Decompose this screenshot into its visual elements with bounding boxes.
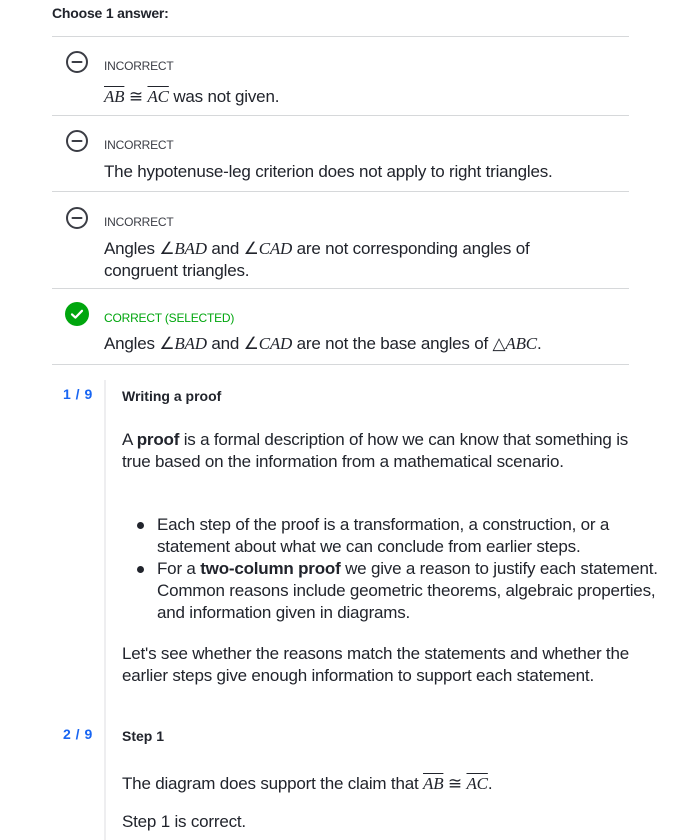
choice-text-joiner: and [211,334,240,353]
answer-choice-2[interactable] [52,116,629,192]
angle-symbol: ∠ [243,239,259,258]
step-intro-a: A [122,430,133,449]
segment-ab: $\overline{AB}$ [423,774,444,793]
bullet-item [157,514,677,558]
step-intro [122,429,642,473]
step-intro-b: is a formal description of how we can know that something is true based on the information from a mathematical scenario. [122,430,629,471]
step-rail [104,380,106,840]
step-verdict: Step 1 is correct. [122,812,246,831]
choice-text-joiner: and [211,239,240,258]
incorrect-circle-icon [65,50,89,74]
choice-text-prefix: Angles [104,239,155,258]
choice-text-suffix: are not corresponding angles of congruent triangles. [104,239,530,280]
choice-status: CORRECT (SELECTED) [104,311,235,325]
angle-symbol: ∠ [159,334,175,353]
incorrect-circle-icon [65,129,89,153]
triangle-abc: ABC [505,334,537,353]
step-title: Writing a proof [122,388,222,404]
bullet-prefix: For a [157,559,196,578]
segment-ac: $\overline{AC}$ [147,87,169,106]
answer-choice-4-selected[interactable] [52,289,629,365]
step-outro: Let's see whether the reasons match the statements and whether the earlier steps give enough information to support each statement. [122,644,629,685]
angle-bad: BAD [174,239,207,258]
angle-cad: CAD [258,334,293,353]
step-claim [122,773,642,795]
step-title: Step 1 [122,728,165,744]
claim-prefix: The diagram does support the claim that [122,774,419,793]
bullet-text: Each step of the proof is a transformation, a construction, or a statement about what we can conclude from earlier steps. [157,515,610,556]
triangle-symbol: △ [492,334,506,353]
congruent-symbol: ≅ [447,774,462,793]
bullet-suffix: we give a reason to justify each statement. Common reasons include geometric theorems, algebraic properties, and information given in diagrams. [157,559,658,622]
angle-bad: BAD [174,334,207,353]
choice-status: INCORRECT [104,215,174,229]
answer-choice-1[interactable] [52,37,629,116]
bullet-item [157,558,677,624]
answer-choice-3[interactable] [52,192,629,289]
two-column-proof-term: two-column proof [200,559,341,578]
choice-text-middle: are not the base angles of [296,334,489,353]
segment-ab: $\overline{AB}$ [104,87,125,106]
checkmark-circle-icon [65,302,89,326]
choice-text: The hypotenuse-leg criterion does not apply to right triangles. [104,162,553,181]
choice-text-end: . [536,334,542,353]
choice-status: INCORRECT [104,59,174,73]
segment-ac: $\overline{AC}$ [466,774,488,793]
angle-cad: CAD [258,239,293,258]
choice-text [104,238,604,282]
step-number: 2 / 9 [63,726,93,742]
choice-text [104,333,644,355]
incorrect-circle-icon [65,206,89,230]
choice-text-suffix: was not given. [173,87,280,106]
choice-status: INCORRECT [104,138,174,152]
choose-answer-prompt: Choose 1 answer: [52,5,169,21]
congruent-symbol: ≅ [128,87,143,106]
angle-symbol: ∠ [243,334,259,353]
angle-symbol: ∠ [159,239,175,258]
claim-end: . [487,774,493,793]
proof-term: proof [136,430,180,449]
explanation-steps [0,362,700,833]
step-bullets [122,514,677,624]
answer-choices [52,36,629,365]
choice-text [104,86,604,108]
step-number: 1 / 9 [63,386,93,402]
choice-text-prefix: Angles [104,334,155,353]
